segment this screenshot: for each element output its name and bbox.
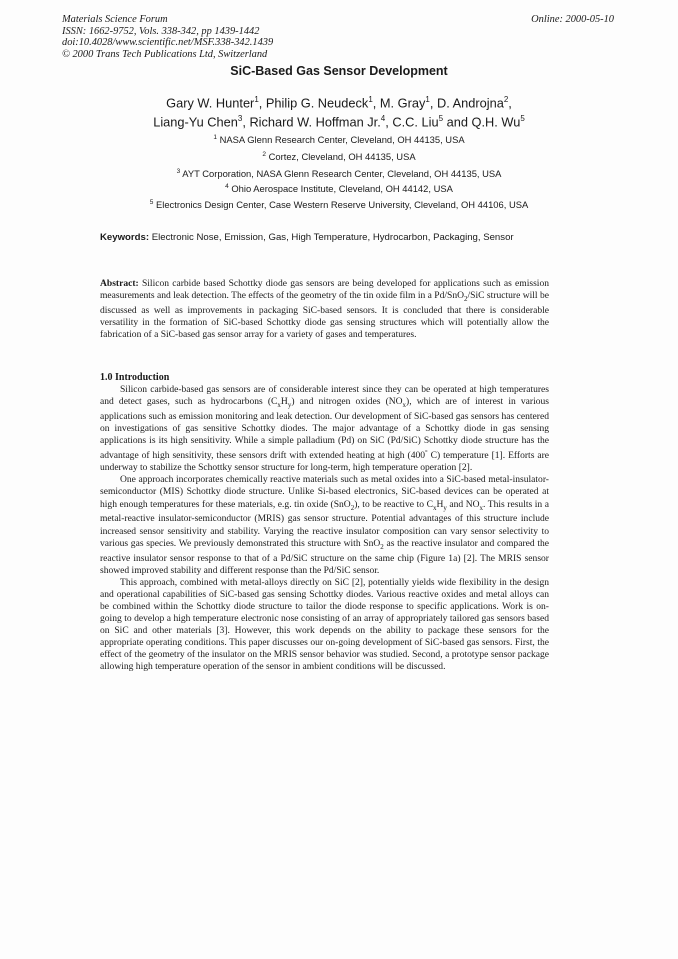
author: , Richard W. Hoffman Jr.: [242, 114, 381, 130]
affiliation-4: [0, 181, 678, 194]
online-date: Online: 2000-05-10: [531, 14, 614, 25]
affiliation-text: Cortez, Cleveland, OH 44135, USA: [266, 151, 416, 163]
author-affil-mark: 4: [380, 114, 386, 124]
publication-header: [62, 14, 273, 60]
author-line-1: [0, 92, 678, 111]
affiliation-number: 1: [213, 134, 218, 141]
journal-name: Materials Science Forum: [62, 14, 168, 25]
keywords: [100, 232, 514, 243]
author-affil-mark: 3: [237, 114, 243, 124]
paper-title: SiC-Based Gas Sensor Development: [230, 64, 448, 78]
section-heading: 1.0 Introduction: [100, 372, 170, 383]
author-line-2: [0, 111, 678, 130]
paragraph: Silicon carbide-based gas sensors are of considerable interest since they can be operated at high temperatures and detect gases, such as hydrocarbons $(C_xH_y)$ and nitrogen oxides $(NO_x)$, which are of interest in various applications such as emission monitoring and leak detection. Our development of SiC-based gas sensors has centered on investigations of gas sensitive Schottky diodes. The major advantage of a Schottky diode in gas sensing applications is its high sensitivity. While a simple palladium (Pd) on SiC (Pd/SiC) Schottky diode structure has the advantage of high sensitivity, these sensors drift with extended heating at high (400° C) temperature [1]. Efforts are underway to stabilize the Schottky sensor structure for long-term, high temperature operation [2].: [100, 384, 550, 474]
issn-line: ISSN: 1662-9752, Vols. 338-342, pp 1439-1442: [62, 25, 260, 37]
author-affil-mark: 5: [438, 114, 444, 124]
subscript: 2: [464, 294, 468, 303]
author-affil-mark: 5: [520, 114, 525, 124]
author-list: [0, 92, 678, 131]
affiliation-5: [0, 197, 678, 210]
affiliation-number: 4: [225, 183, 229, 190]
author: Gary W. Hunter: [166, 95, 255, 111]
introduction-body: [100, 384, 549, 673]
affiliation-3: [0, 166, 678, 179]
abstract-text: Silicon carbide based Schottky diode gas sensors are being developed for applications such as emission measurements and leak detection. The effects of the geometry of the tin oxide film in a Pd/SnO: [100, 278, 549, 302]
affiliation-text: Ohio Aerospace Institute, Cleveland, OH 44142, USA: [228, 183, 453, 195]
abstract-label: Abstract:: [100, 278, 139, 289]
author: , M. Gray: [372, 95, 426, 111]
paragraph: This approach, combined with metal-alloys directly on SiC [2], potentially yields wide flexibility in the design and operational capabilities of SiC-based gas sensing Schottky diodes. Various reactive oxides and metal alloys can be combined within the Schottky diode structure to tailor the diode response to specific applications. Work is on-going to develop a high temperature electronic nose consisting of an array of appropriately tailored gas sensors based on SiC and other materials [3]. However, this work depends on the ability to package these sensors for the appropriate operating conditions. This paper discusses our on-going development of SiC-based gas sensors. First, the effect of the geometry of the insulator on the MRIS sensor behavior was studied. Second, a prototype sensor package allowing high temperature operation of the sensor in ambient conditions will be discussed.: [100, 576, 549, 672]
affiliation-2: [0, 149, 678, 162]
abstract-text: /SiC structure will be discussed as well as improvements in packaging SiC-based sensors. It is concluded that there is considerable versatility in the formation of SiC-based Schottky diode gas sensing structures which will potentially allow the fabrication of a SiC-based gas sensor array for a variety of gases and temperatures.: [100, 290, 550, 341]
author: , Philip G. Neudeck: [258, 95, 369, 111]
doi-line: doi:10.4028/www.scientific.net/MSF.338-342.1439: [62, 37, 274, 49]
author: Liang-Yu Chen: [153, 114, 238, 130]
author: and Q.H. Wu: [443, 114, 521, 130]
affiliation-number: 5: [149, 199, 154, 206]
paragraph: One approach incorporates chemically reactive materials such as metal oxides into a SiC-based metal-insulator-semiconductor (MIS) Schottky diode structure. Unlike Si-based electronics, SiC-based devices can be operated at high enough temperatures for these materials, e.g. tin oxide (SnO$_2$), to be reactive to $C_xH_y$ and $NO_x$. This results in a metal-reactive insulator-semiconductor (MRIS) gas sensor structure. Potential advantages of this structure include increased sensor sensitivity and stability. Varying the reactive insulator composition can vary sensor selectivity to various gas species. We previously demonstrated this structure with SnO$_2$ as the reactive insulator and compared the reactive insulator sensor response to that of a Pd/SiC structure on the same chip (Figure 1a) [2]. The MRIS sensor showed improved stability and different response than the Pd/SiC sensor.: [100, 474, 549, 576]
affiliation-text: NASA Glenn Research Center, Cleveland, OH 44135, USA: [217, 134, 465, 146]
author-separator: ,: [508, 95, 512, 111]
author-affil-mark: 2: [503, 95, 509, 104]
copyright-line: © 2000 Trans Tech Publications Ltd, Switzerland: [62, 48, 268, 60]
author: , D. Androjna: [429, 95, 504, 111]
author-affil-mark: 1: [254, 95, 259, 104]
author-affil-mark: 1: [368, 95, 373, 104]
abstract: [100, 278, 549, 341]
author-affil-mark: 1: [425, 95, 430, 104]
keywords-text: Electronic Nose, Emission, Gas, High Temperature, Hydrocarbon, Packaging, Sensor: [149, 232, 514, 243]
author: , C.C. Liu: [385, 114, 439, 130]
affiliation-text: Electronics Design Center, Case Western Reserve University, Cleveland, OH 44106, USA: [153, 199, 529, 211]
affiliation-number: 2: [262, 151, 267, 158]
affiliation-1: [0, 132, 678, 145]
affiliation-number: 3: [176, 168, 181, 175]
keywords-label: Keywords:: [100, 232, 150, 243]
affiliation-text: AYT Corporation, NASA Glenn Research Center, Cleveland, OH 44135, USA: [180, 168, 502, 180]
